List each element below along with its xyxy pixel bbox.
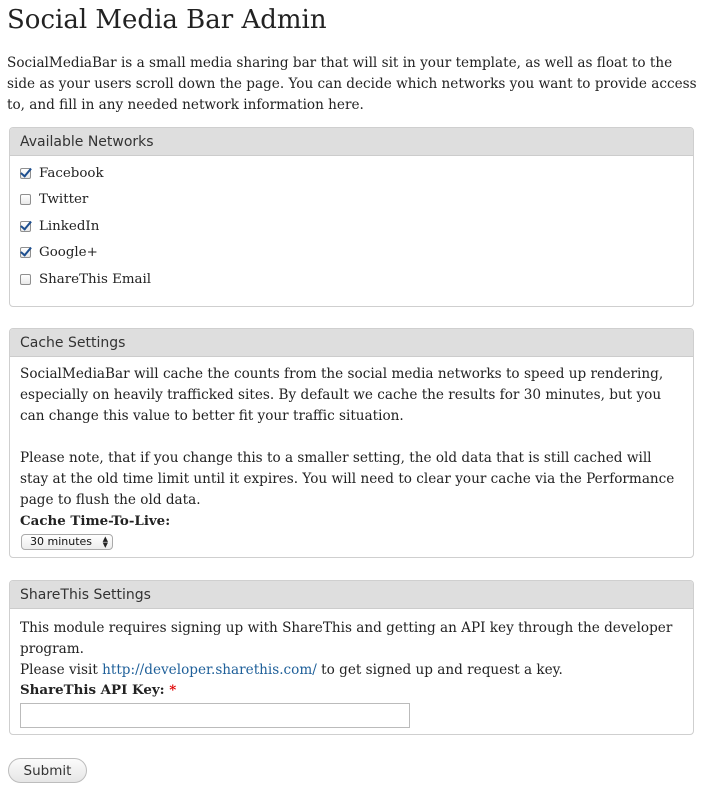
sharethis-email-label[interactable]: ShareThis Email	[39, 271, 152, 287]
network-item-twitter[interactable]	[20, 187, 683, 214]
googleplus-checkbox[interactable]	[20, 247, 31, 258]
visit-suffix: to get signed up and request a key.	[316, 662, 563, 678]
intro-text: SocialMediaBar is a small media sharing bar that will sit in your template, as well as float to the side as your users scroll down the page. You can decide which networks you want to provide access to, and fill in any needed network information here.	[7, 55, 697, 113]
sharethis-visit-text	[20, 660, 683, 681]
cache-description: SocialMediaBar will cache the counts from the social media networks to speed up rendering, especially on heavily trafficked sites. By default we cache the results for 30 minutes, but you can change this value to better fit your traffic situation.	[20, 366, 664, 424]
sharethis-settings-legend[interactable]: ShareThis Settings	[10, 581, 693, 609]
api-key-label-row	[20, 681, 683, 699]
cache-ttl-label: Cache Time-To-Live:	[20, 513, 171, 529]
submit-button[interactable]: Submit	[8, 758, 87, 783]
sharethis-email-checkbox[interactable]	[20, 274, 31, 285]
network-item-facebook[interactable]	[20, 160, 683, 187]
cache-settings-legend[interactable]: Cache Settings	[10, 329, 693, 357]
available-networks-legend[interactable]: Available Networks	[10, 128, 693, 156]
sharethis-description: This module requires signing up with ShareThis and getting an API key through the developer program.	[20, 620, 673, 657]
api-key-label: ShareThis API Key:	[20, 682, 165, 698]
linkedin-label[interactable]: LinkedIn	[39, 218, 100, 234]
sharethis-settings-fieldset	[9, 580, 694, 735]
select-arrows-icon: ▲ ▼	[102, 534, 108, 549]
network-item-sharethis-email[interactable]	[20, 266, 683, 293]
twitter-label[interactable]: Twitter	[39, 192, 89, 208]
twitter-checkbox[interactable]	[20, 194, 31, 205]
linkedin-checkbox[interactable]	[20, 221, 31, 232]
cache-ttl-select[interactable]	[21, 534, 113, 550]
facebook-checkbox[interactable]	[20, 168, 31, 179]
page-title: Social Media Bar Admin	[7, 5, 327, 35]
required-marker: *	[169, 682, 177, 698]
sharethis-developer-link[interactable]: http://developer.sharethis.com/	[102, 662, 317, 678]
cache-settings-fieldset	[9, 328, 694, 558]
facebook-label[interactable]: Facebook	[39, 165, 104, 181]
cache-note: Please note, that if you change this to a smaller setting, the old data that is still cached will stay at the old time limit until it expires. You will need to clear your cache via the Performance page to flush the old data.	[20, 450, 675, 508]
googleplus-label[interactable]: Google+	[39, 245, 98, 261]
available-networks-fieldset	[9, 127, 694, 307]
api-key-input[interactable]	[20, 703, 410, 728]
network-item-googleplus[interactable]	[20, 240, 683, 267]
network-item-linkedin[interactable]	[20, 213, 683, 240]
cache-ttl-value: 30 minutes	[30, 535, 93, 548]
visit-prefix: Please visit	[20, 662, 103, 678]
